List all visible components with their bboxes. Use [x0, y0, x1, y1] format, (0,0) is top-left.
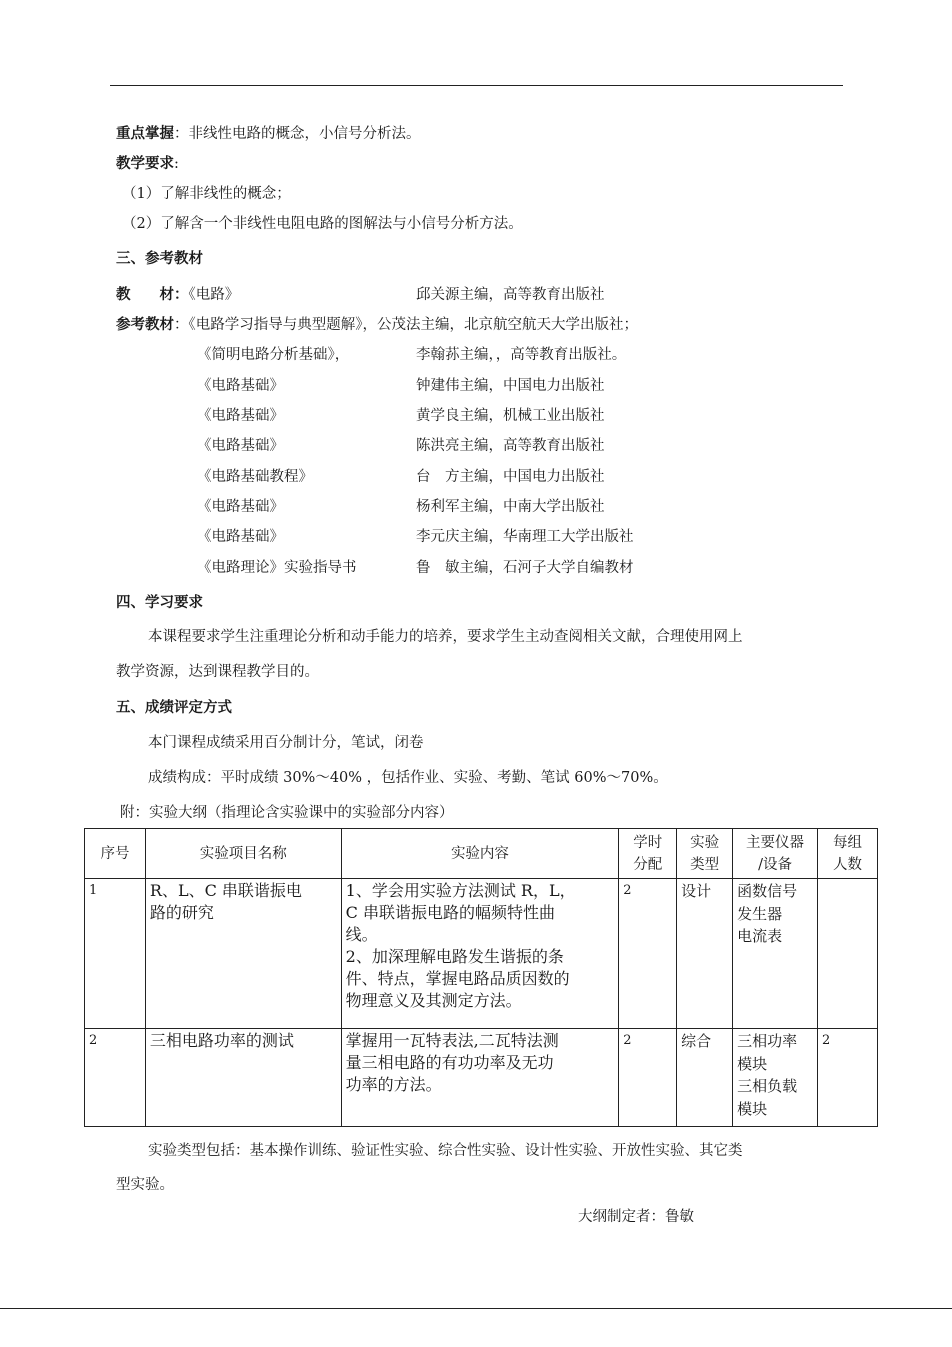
exp-types-line: 实验类型包括：基本操作训练、验证性实验、综合性实验、设计性实验、开放性实验、其它类	[148, 1143, 743, 1159]
experiment-table	[84, 828, 878, 1127]
refs-line	[116, 315, 638, 335]
cell-equip-line: 模块	[737, 1054, 768, 1073]
header-equip-line: 主要仪器	[746, 834, 805, 851]
ref-item	[197, 558, 797, 578]
appendix-title: 附：实验大纲（指理论含实验课中的实验部分内容）	[120, 805, 454, 821]
ref-publisher: 杨利军主编，中南大学出版社	[416, 499, 605, 515]
ref-publisher: 李翰荪主编，，高等教育出版社。	[416, 347, 627, 363]
cell-no: 1	[85, 879, 146, 1029]
table-row	[85, 1029, 878, 1127]
header-type-line: 类型	[690, 856, 720, 873]
header-group-line: 人数	[833, 856, 862, 873]
header-hours-line: 学时	[633, 834, 663, 851]
teaching-req-colon: :	[174, 156, 179, 172]
ref-item	[197, 436, 797, 456]
cell-content-line: 件、特点，掌握电路品质因数的	[345, 969, 570, 988]
header-rule	[110, 85, 843, 86]
header-type	[677, 829, 733, 879]
cell-equip-line: 函数信号	[737, 882, 798, 900]
cell-content-line: 1、学会用实验方法测试 R，L，	[345, 881, 576, 900]
header-group-line: 每组	[833, 834, 862, 851]
author-line: 大纲制定者：鲁敏	[578, 1209, 694, 1225]
refs-label: 参考教材	[116, 316, 174, 333]
focus-line	[116, 124, 421, 144]
textbook-title: 《电路》	[188, 287, 240, 303]
cell-hours: 2	[619, 1029, 677, 1127]
textbook-line	[116, 285, 816, 305]
cell-name-line: R、L、C 串联谐振电	[149, 881, 302, 900]
cell-no: 2	[85, 1029, 146, 1127]
cell-equip-line: 三相功率	[737, 1032, 798, 1050]
footer-rule	[0, 1308, 952, 1309]
cell-content	[341, 1029, 619, 1127]
ref-item	[197, 467, 797, 487]
sec5-line: 本门课程成绩采用百分制计分，笔试，闭卷	[148, 735, 424, 751]
ref-title: 《电路基础教程》	[197, 469, 313, 485]
sec4-paragraph-line: 本课程要求学生注重理论分析和动手能力的培养，要求学生主动查阅相关文献，合理使用网上	[148, 629, 743, 645]
cell-equip-line: 电流表	[737, 927, 783, 945]
ref-publisher: 台 方主编，中国电力出版社	[416, 469, 605, 485]
cell-equip-line: 三相负载	[737, 1077, 798, 1095]
focus-text: ：非线性电路的概念，小信号分析法。	[174, 126, 421, 142]
teaching-req-line	[116, 154, 179, 174]
cell-group: 2	[818, 1029, 878, 1127]
section-5-heading: 五、成绩评定方式	[116, 699, 232, 716]
ref-item	[197, 345, 797, 365]
textbook-sep: ：	[174, 286, 189, 303]
ref-title: 《电路理论》实验指导书	[197, 560, 357, 576]
textbook-publisher: 邱关源主编，高等教育出版社	[416, 287, 605, 303]
ref-publisher: 黄学良主编，机械工业出版社	[416, 408, 605, 424]
table-header-row	[85, 829, 878, 879]
cell-type: 综合	[677, 1029, 733, 1127]
ref-publisher: 陈洪亮主编，高等教育出版社	[416, 438, 605, 454]
cell-name: 三相电路功率的测试	[145, 1029, 341, 1127]
ref-title: 《简明电路分析基础》，	[197, 347, 350, 363]
sec4-paragraph-line: 教学资源，达到课程教学目的。	[116, 664, 319, 680]
cell-equip	[733, 1029, 818, 1127]
ref-item	[197, 497, 797, 517]
cell-hours: 2	[619, 879, 677, 1029]
header-type-line: 实验	[690, 834, 720, 851]
cell-content-line: 量三相电路的有功功率及无功	[345, 1053, 554, 1072]
ref-item	[197, 406, 797, 426]
textbook-label: 教 材	[116, 286, 174, 303]
cell-equip	[733, 879, 818, 1029]
exp-types-line: 型实验。	[116, 1177, 174, 1193]
cell-equip-line: 发生器	[737, 904, 783, 923]
cell-type: 设计	[677, 879, 733, 1029]
cell-content-line: 2、加深理解电路发生谐振的条	[345, 947, 564, 966]
ref-item	[197, 376, 797, 396]
section-4-heading: 四、学习要求	[116, 594, 203, 611]
sec5-line: 成绩构成：平时成绩 30%～40% ，包括作业、实验、考勤、笔试 60%～70%。	[148, 770, 668, 786]
cell-content-line: 掌握用一瓦特表法,二瓦特法测	[345, 1031, 559, 1050]
table-row	[85, 879, 878, 1029]
cell-content-line: 功率的方法。	[345, 1075, 442, 1094]
teaching-req-label: 教学要求	[116, 155, 174, 172]
refs-first: ：《电路学习指导与典型题解》，公茂法主编，北京航空航天大学出版社；	[174, 317, 638, 333]
focus-label: 重点掌握	[116, 125, 174, 142]
header-group	[818, 829, 878, 879]
cell-content-line: 物理意义及其测定方法。	[345, 991, 522, 1010]
cell-content-line: 线。	[345, 925, 378, 944]
cell-content-line: C 串联谐振电路的幅频特性曲	[345, 903, 555, 922]
header-hours-line: 分配	[633, 856, 663, 873]
header-content: 实验内容	[341, 829, 619, 879]
cell-equip-line: 模块	[737, 1099, 768, 1118]
ref-title: 《电路基础》	[197, 408, 284, 424]
ref-title: 《电路基础》	[197, 438, 284, 454]
section-3-heading: 三、参考教材	[116, 250, 203, 267]
ref-item	[197, 527, 797, 547]
header-equip	[733, 829, 818, 879]
ref-publisher: 鲁 敏主编，石河子大学自编教材	[416, 560, 634, 576]
ref-title: 《电路基础》	[197, 378, 284, 394]
req-item-1: （1）了解非线性的概念；	[122, 186, 291, 202]
header-name: 实验项目名称	[145, 829, 341, 879]
header-hours	[619, 829, 677, 879]
cell-content	[341, 879, 619, 1029]
header-equip-line: /设备	[758, 856, 792, 873]
ref-title: 《电路基础》	[197, 499, 284, 515]
ref-publisher: 钟建伟主编，中国电力出版社	[416, 378, 605, 394]
cell-name-line: 路的研究	[149, 903, 214, 922]
ref-title: 《电路基础》	[197, 529, 284, 545]
req-item-2: （2）了解含一个非线性电阻电路的图解法与小信号分析方法。	[122, 216, 523, 232]
ref-publisher: 李元庆主编，华南理工大学出版社	[416, 529, 634, 545]
cell-group	[818, 879, 878, 1029]
cell-name	[145, 879, 341, 1029]
header-no: 序号	[85, 829, 146, 879]
